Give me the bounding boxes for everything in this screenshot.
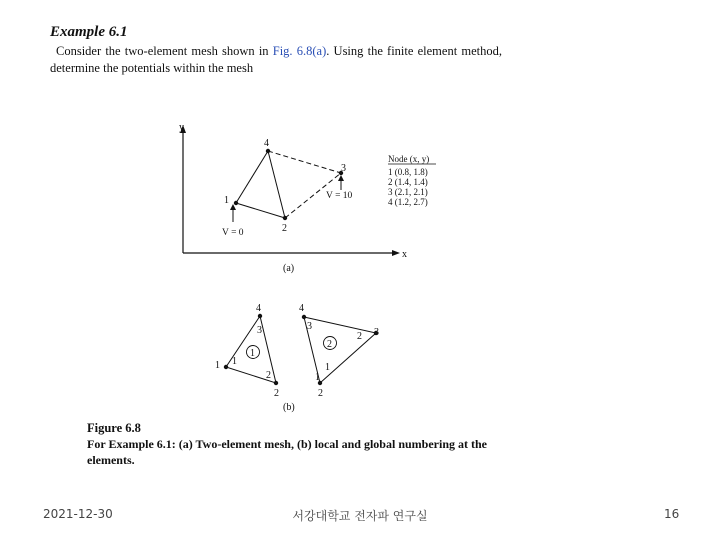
- figure-a-label: (a): [283, 263, 295, 274]
- element-2-local-2: 2: [357, 331, 362, 342]
- element-1-node-4: [258, 314, 262, 318]
- element-2-number: 2: [327, 339, 332, 350]
- boundary-label-right: V = 10: [326, 191, 353, 201]
- node-table-row-1: 1 (0.8, 1.8): [388, 167, 428, 177]
- example-title: Example 6.1: [50, 24, 128, 40]
- figure-b-label: (b): [283, 402, 295, 413]
- node-table-row-3: 3 (2.1, 2.1): [388, 187, 428, 197]
- element-2-global-4: 4: [299, 303, 304, 314]
- element-1-global-2: 2: [274, 388, 279, 399]
- element-1-local-3: 3: [257, 325, 262, 336]
- element-1-node-2: [274, 381, 278, 385]
- node-label-1: 1: [224, 195, 229, 206]
- footer-page-number: 16: [664, 507, 680, 521]
- element-2-node-4: [302, 315, 306, 319]
- element-2-local-3: 3: [307, 321, 312, 332]
- figure-caption: [87, 420, 517, 468]
- y-axis-label: y: [179, 122, 184, 133]
- node-label-2: 2: [282, 223, 287, 234]
- node-table-header: Node (x, y): [388, 154, 430, 164]
- element-1-global-4: 4: [256, 303, 261, 314]
- boundary-label-left: V = 0: [222, 228, 244, 238]
- element-1-local-1: 1: [232, 356, 237, 367]
- footer-lab-name: 서강대학교 전자파 연구실: [292, 509, 428, 523]
- element-1-number: 1: [250, 348, 255, 359]
- element-1-node-1: [224, 365, 228, 369]
- figure-number: Figure 6.8: [87, 421, 141, 435]
- element-2-global-3: 3: [374, 327, 379, 338]
- element-1-global-1: 1: [215, 360, 220, 371]
- x-axis-label: x: [402, 249, 407, 260]
- element-2-global-2: 2: [318, 388, 323, 399]
- example-body-pre: Consider the two-element mesh shown in: [56, 44, 273, 58]
- example-body-post: . Using the finite element method, determine the potentials within the mesh: [50, 44, 502, 75]
- element-2-global-1: 1: [315, 372, 320, 383]
- figure-link[interactable]: Fig. 6.8(a): [272, 44, 327, 58]
- node-label-4: 4: [264, 138, 269, 149]
- node-label-3: 3: [341, 163, 346, 174]
- element-2-local-1: 1: [325, 362, 330, 373]
- node-table-row-4: 4 (1.2, 2.7): [388, 197, 428, 207]
- figure-caption-text: For Example 6.1: (a) Two-element mesh, (b) local and global numbering at the elements.: [87, 437, 487, 467]
- footer-date: 2021-12-30: [43, 507, 113, 521]
- element-1-local-2: 2: [266, 370, 271, 381]
- node-table-row-2: 2 (1.4, 1.4): [388, 177, 428, 187]
